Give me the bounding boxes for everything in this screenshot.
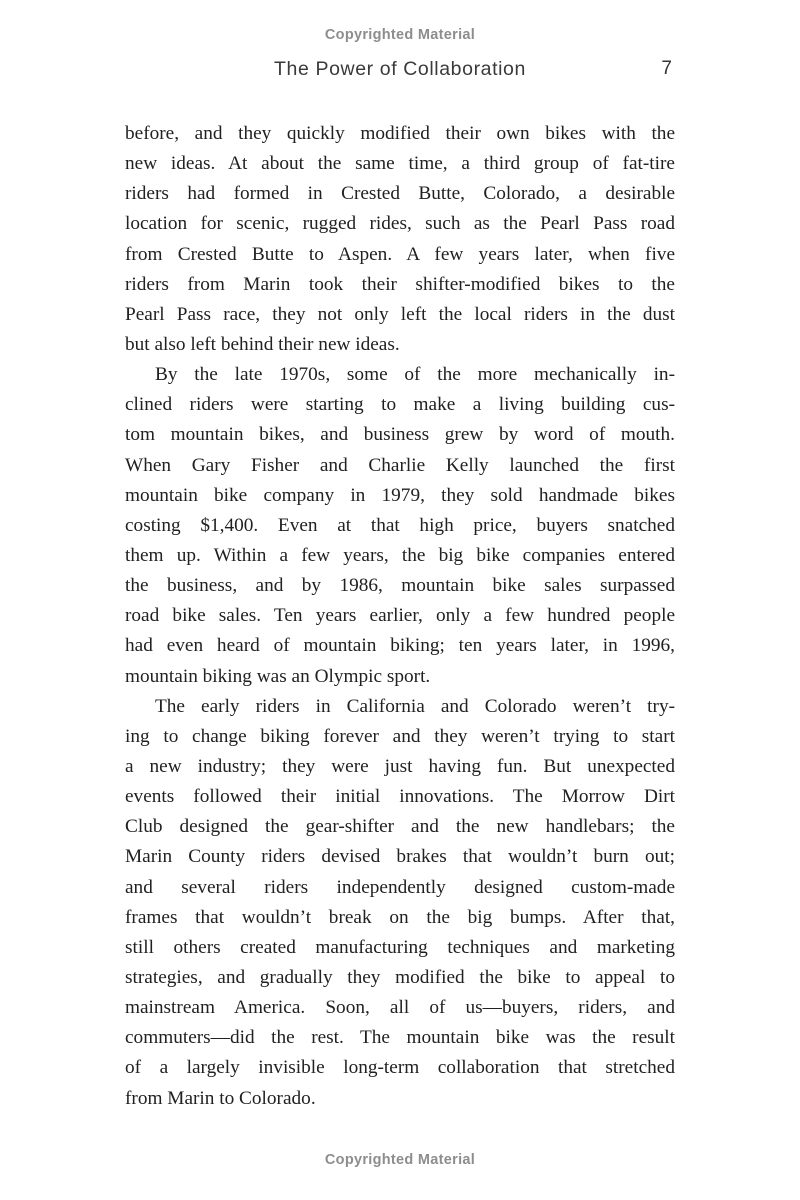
copyright-notice-bottom: Copyrighted Material	[324, 1152, 476, 1168]
paragraph	[125, 692, 675, 1114]
text-line: had even heard of mountain biking; ten years later, in 1996,	[125, 635, 675, 657]
page-number: 7	[661, 58, 672, 79]
text-line: ing to change biking forever and they weren’t trying to start	[125, 725, 675, 747]
text-line: By the late 1970s, some of the more mechanically in-	[155, 364, 675, 386]
text-line: of a largely invisible long-term collaboration that stretched	[125, 1057, 675, 1079]
text-line: mountain biking was an Olympic sport.	[125, 665, 431, 687]
text-line: them up. Within a few years, the big bike companies entered	[125, 544, 675, 566]
text-line: riders from Marin took their shifter-modified bikes to the	[125, 273, 675, 295]
text-line: Marin County riders devised brakes that wouldn’t burn out;	[125, 846, 675, 868]
text-line: and several riders independently designed custom-made	[125, 876, 675, 898]
text-line: location for scenic, rugged rides, such as the Pearl Pass road	[125, 213, 675, 235]
text-line: from Marin to Colorado.	[125, 1087, 316, 1109]
text-line: before, and they quickly modified their own bikes with the	[125, 123, 675, 144]
running-head	[0, 58, 800, 84]
text-line: riders had formed in Crested Butte, Colorado, a desirable	[125, 183, 675, 205]
text-line: events followed their initial innovations. The Morrow Dirt	[125, 786, 675, 808]
text-line: a new industry; they were just having fun. But unexpected	[125, 755, 675, 777]
text-line: commuters—did the rest. The mountain bike was the result	[125, 1027, 675, 1049]
copyright-notice-top: Copyrighted Material	[324, 27, 476, 43]
text-line: tom mountain bikes, and business grew by word of mouth.	[125, 424, 675, 446]
text-line: strategies, and gradually they modified the bike to appeal to	[125, 966, 675, 988]
text-line: mainstream America. Soon, all of us—buyers, riders, and	[125, 997, 675, 1019]
text-line: still others created manufacturing techniques and marketing	[125, 936, 675, 958]
text-line: clined riders were starting to make a living building cus-	[125, 394, 675, 416]
text-line: Pearl Pass race, they not only left the local riders in the dust	[125, 303, 675, 325]
text-line: costing $1,400. Even at that high price, buyers snatched	[125, 514, 675, 536]
paragraph	[125, 360, 675, 692]
text-line: but also left behind their new ideas.	[125, 333, 400, 355]
text-line: road bike sales. Ten years earlier, only a few hundred people	[125, 605, 675, 627]
text-line: from Crested Butte to Aspen. A few years later, when five	[125, 243, 675, 265]
paragraph	[125, 119, 675, 360]
body-text	[125, 119, 675, 1114]
text-line: Club designed the gear-shifter and the new handlebars; the	[125, 816, 675, 838]
text-line: The early riders in California and Colorado weren’t try-	[155, 695, 675, 717]
text-line: When Gary Fisher and Charlie Kelly launched the first	[125, 454, 675, 476]
text-line: mountain bike company in 1979, they sold handmade bikes	[125, 484, 675, 506]
text-line: new ideas. At about the same time, a third group of fat-tire	[125, 153, 675, 175]
chapter-title: The Power of Collaboration	[274, 58, 526, 80]
text-line: frames that wouldn’t break on the big bumps. After that,	[125, 906, 675, 928]
text-line: the business, and by 1986, mountain bike sales surpassed	[125, 575, 675, 597]
